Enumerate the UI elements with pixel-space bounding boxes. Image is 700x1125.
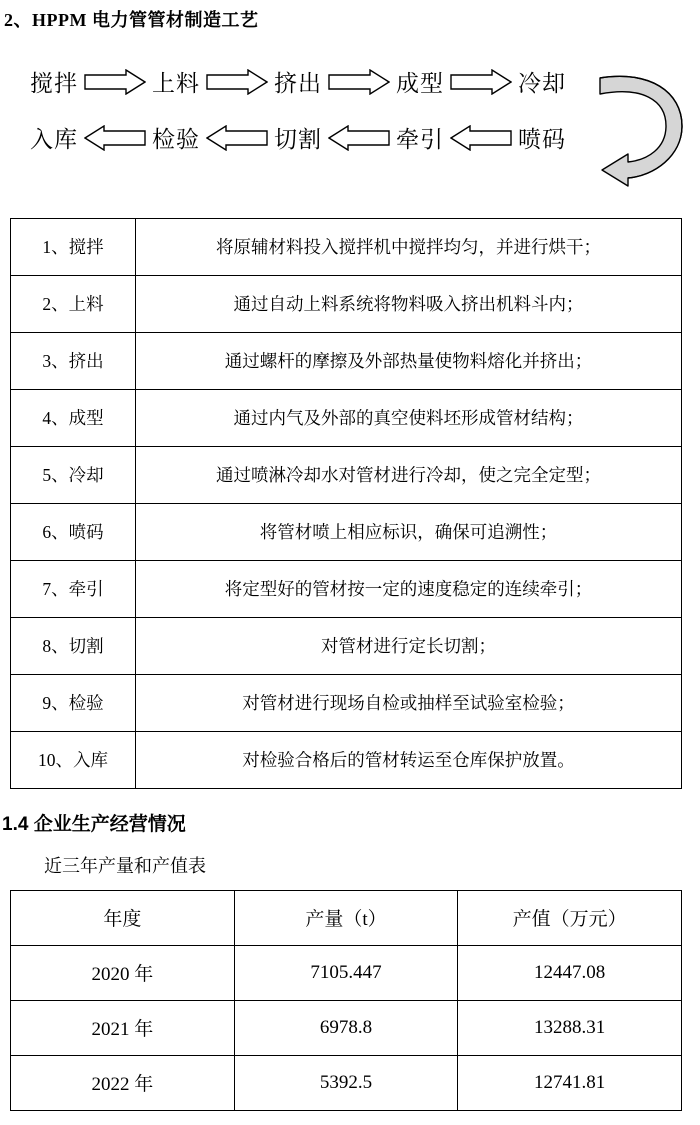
flow-row-bottom — [0, 110, 700, 166]
process-name-cell: 10、入库 — [11, 731, 136, 788]
page-title: 2、HPPM 电力管管材制造工艺 — [4, 10, 259, 30]
process-desc-cell: 通过内气及外部的真空使料坯形成管材结构； — [136, 389, 682, 446]
table-row — [11, 1055, 682, 1110]
production-table — [10, 890, 682, 1111]
flow-step-label: 检验 — [152, 127, 200, 153]
table-row — [11, 731, 682, 788]
table-row — [11, 674, 682, 731]
flow-step-label: 切割 — [274, 127, 322, 153]
block-arrow-right-icon — [84, 69, 146, 95]
process-name-cell: 7、牵引 — [11, 560, 136, 617]
process-name-cell: 3、挤出 — [11, 332, 136, 389]
subsection-title: 1.4 企业生产经营情况 — [2, 813, 186, 835]
table-row — [11, 1000, 682, 1055]
table-row — [11, 389, 682, 446]
process-name-cell: 8、切割 — [11, 617, 136, 674]
block-arrow-left-icon — [84, 125, 146, 151]
flow-step-label: 入库 — [30, 127, 78, 153]
process-desc-cell: 通过喷淋冷却水对管材进行冷却，使之完全定型； — [136, 446, 682, 503]
flow-row-top — [0, 54, 700, 110]
process-name-cell: 9、检验 — [11, 674, 136, 731]
block-arrow-right-icon — [328, 69, 390, 95]
output-cell: 7105.447 — [234, 945, 458, 1000]
process-name-cell: 5、冷却 — [11, 446, 136, 503]
column-header-year: 年度 — [11, 890, 235, 945]
flow-step-label: 牵引 — [396, 127, 444, 153]
block-arrow-right-icon — [450, 69, 512, 95]
process-name-cell: 4、成型 — [11, 389, 136, 446]
year-cell: 2022 年 — [11, 1055, 235, 1110]
table-row — [11, 218, 682, 275]
process-desc-cell: 对管材进行现场自检或抽样至试验室检验； — [136, 674, 682, 731]
process-desc-cell: 将管材喷上相应标识，确保可追溯性； — [136, 503, 682, 560]
block-arrow-left-icon — [328, 125, 390, 151]
flow-step-label: 成型 — [396, 71, 444, 97]
value-cell: 13288.31 — [458, 1000, 682, 1055]
process-desc-cell: 通过自动上料系统将物料吸入挤出机料斗内； — [136, 275, 682, 332]
year-cell: 2020 年 — [11, 945, 235, 1000]
year-cell: 2021 年 — [11, 1000, 235, 1055]
value-cell: 12447.08 — [458, 945, 682, 1000]
table-row — [11, 503, 682, 560]
block-arrow-left-icon — [206, 125, 268, 151]
block-arrow-left-icon — [450, 125, 512, 151]
table-row — [11, 332, 682, 389]
process-desc-cell: 对检验合格后的管材转运至仓库保护放置。 — [136, 731, 682, 788]
flow-step-label: 冷却 — [518, 71, 566, 97]
process-desc-cell: 将定型好的管材按一定的速度稳定的连续牵引； — [136, 560, 682, 617]
table-row — [11, 446, 682, 503]
table-header-row — [11, 890, 682, 945]
table-row — [11, 617, 682, 674]
table-caption: 近三年产量和产值表 — [44, 855, 206, 876]
column-header-value: 产值（万元） — [458, 890, 682, 945]
process-name-cell: 2、上料 — [11, 275, 136, 332]
process-description-table — [10, 218, 682, 789]
output-cell: 5392.5 — [234, 1055, 458, 1110]
flow-step-label: 搅拌 — [30, 71, 78, 97]
output-cell: 6978.8 — [234, 1000, 458, 1055]
process-name-cell: 1、搅拌 — [11, 218, 136, 275]
table-row — [11, 275, 682, 332]
block-arrow-right-icon — [206, 69, 268, 95]
column-header-output: 产量（t） — [234, 890, 458, 945]
table-row — [11, 945, 682, 1000]
process-desc-cell: 将原辅材料投入搅拌机中搅拌均匀，并进行烘干； — [136, 218, 682, 275]
process-flow-diagram — [0, 54, 700, 204]
process-desc-cell: 通过螺杆的摩擦及外部热量使物料熔化并挤出； — [136, 332, 682, 389]
process-desc-cell: 对管材进行定长切割； — [136, 617, 682, 674]
table-row — [11, 560, 682, 617]
flow-step-label: 挤出 — [274, 71, 322, 97]
value-cell: 12741.81 — [458, 1055, 682, 1110]
curved-return-arrow-icon — [598, 70, 684, 188]
flow-step-label: 喷码 — [518, 127, 566, 153]
flow-step-label: 上料 — [152, 71, 200, 97]
process-name-cell: 6、喷码 — [11, 503, 136, 560]
